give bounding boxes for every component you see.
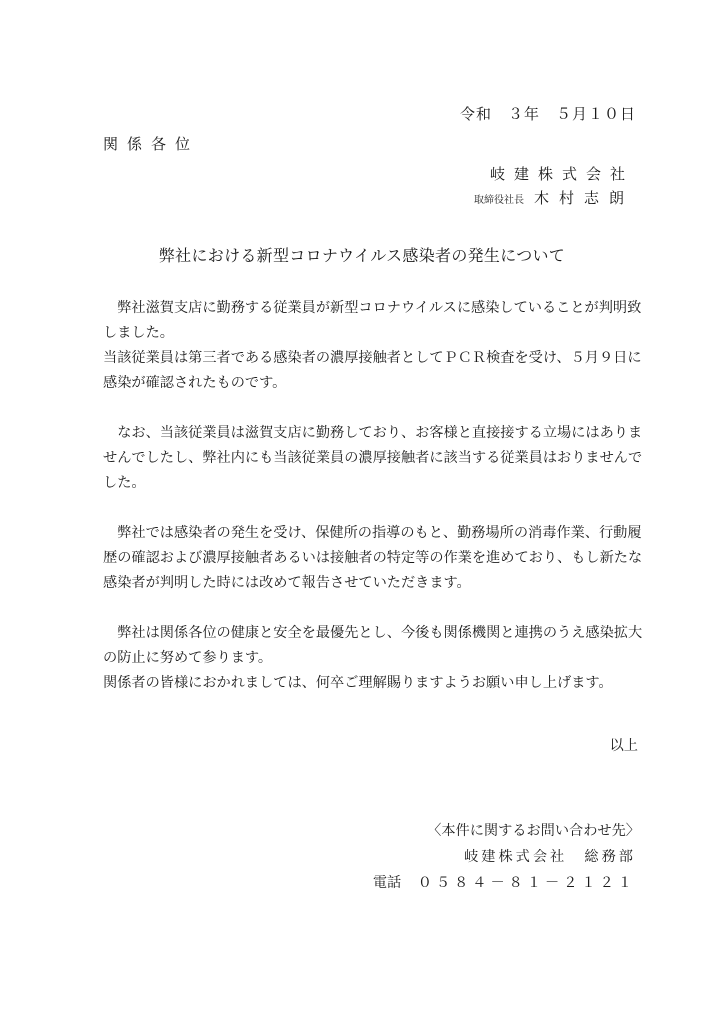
document-body xyxy=(103,296,643,696)
phone-number: ０５８４－８１－２１２１ xyxy=(417,875,636,891)
phone-label: 電話 xyxy=(372,875,402,891)
signer-block xyxy=(474,187,634,208)
body-paragraph-3: 弊社では感染者の発生を受け、保健所の指導のもと、勤務場所の消毒作業、行動履歴の確認および濃厚接触者あるいは接触者の特定等の作業を進めており、もし新たな感染者が判明した時には改めて報告させていただきます。 xyxy=(103,525,643,591)
recipient-line: 関係各位 xyxy=(103,135,200,153)
body-paragraph-1-line-2: 当該従業員は第三者である感染者の濃厚接触者としてＰＣＲ検査を受け、５月９日に感染が確認されたものです。 xyxy=(103,350,642,391)
body-paragraph-2: なお、当該従業員は滋賀支店に勤務しており、お客様と直接接する立場にはありませんでしたし、弊社内にも当該従業員の濃厚接触者に該当する従業員はおりませんでした。 xyxy=(103,425,643,491)
body-paragraph-1-line-1: 弊社滋賀支店に勤務する従業員が新型コロナウイルスに感染していることが判明致しました。 xyxy=(103,300,642,341)
contact-department: 岐建株式会社 総務部 xyxy=(464,849,636,865)
contact-phone xyxy=(373,870,636,896)
document-date: 令和 ３年 ５月１０日 xyxy=(459,105,636,123)
body-paragraph-4-line-2: 関係者の皆様におかれましては、何卒ご理解賜りますようお願い申し上げます。 xyxy=(103,675,613,691)
signer-name: 木村志朗 xyxy=(533,189,634,207)
contact-heading: 〈本件に関するお問い合わせ先〉 xyxy=(427,823,640,839)
document-title: 弊社における新型コロナウイルス感染者の発生について xyxy=(158,246,566,265)
signer-title: 取締役社長 xyxy=(473,195,524,206)
closing-mark: 以上 xyxy=(609,738,638,754)
company-name: 岐建株式会社 xyxy=(489,165,634,183)
body-paragraph-4-line-1: 弊社は関係各位の健康と安全を最優先とし、今後も関係機関と連携のうえ感染拡大の防止に努めて参ります。 xyxy=(103,625,643,666)
contact-block xyxy=(372,818,640,896)
